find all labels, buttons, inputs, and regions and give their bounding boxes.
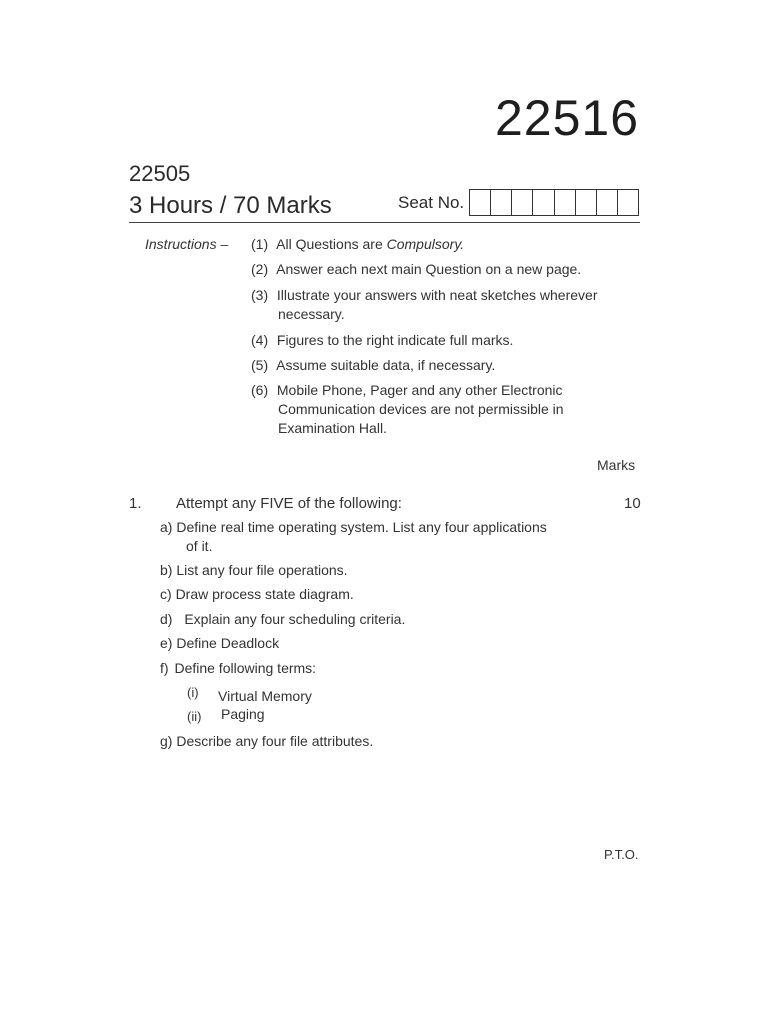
question-number: 1. [129, 495, 142, 512]
instruction-item [251, 331, 513, 350]
part-text: Explain any four scheduling criteria. [184, 611, 406, 627]
instruction-text: Answer each next main Question on a new page. [276, 261, 582, 277]
instruction-item [251, 235, 464, 254]
instruction-text: All Questions are [276, 236, 387, 252]
seat-digit-box [555, 190, 576, 215]
question-part-b [160, 561, 348, 580]
instruction-item [251, 381, 581, 438]
instruction-number: (1) [251, 236, 269, 252]
part-label: g) [160, 733, 173, 749]
instruction-continuation: necessary. [278, 306, 345, 322]
instruction-text: Figures to the right indicate full marks. [276, 332, 514, 348]
question-part-e [160, 634, 279, 653]
duration-marks: 3 Hours / 70 Marks [129, 192, 332, 219]
instructions-label: Instructions – [145, 236, 229, 252]
instruction-item [251, 260, 581, 279]
page-turn-over: P.T.O. [604, 847, 639, 862]
paper-code: 22516 [495, 90, 640, 146]
instruction-text: Mobile Phone, Pager and any other Electronic [276, 382, 563, 398]
seat-digit-box [491, 190, 512, 215]
part-text: Define following terms: [174, 660, 317, 676]
seat-digit-box [470, 190, 491, 215]
instruction-continuation: Communication devices are not permissible in Examination Hall. [278, 401, 564, 436]
part-text: Draw process state diagram. [175, 586, 354, 602]
seat-number-label: Seat No. [398, 193, 465, 212]
instruction-item [251, 286, 597, 324]
part-text: Define Deadlock [176, 635, 280, 651]
instruction-number: (4) [251, 332, 269, 348]
term-index: (ii) [187, 709, 202, 724]
question-title: Attempt any FIVE of the following: [176, 495, 402, 512]
part-label: c) [160, 586, 172, 602]
instruction-number: (2) [251, 261, 269, 277]
part-label: e) [160, 635, 173, 651]
seat-digit-box [597, 190, 618, 215]
seat-digit-box [576, 190, 597, 215]
seat-digit-box [533, 190, 554, 215]
part-continuation: of it. [186, 538, 213, 554]
term-text: Paging [221, 706, 265, 722]
question-part-f [160, 659, 316, 678]
instruction-text: Illustrate your answers with neat sketches wherever [276, 287, 598, 303]
part-text: Define real time operating system. List any four applications [176, 519, 547, 535]
term-text: Virtual Memory [218, 688, 312, 704]
seat-digit-box [618, 190, 638, 215]
part-label: a) [160, 519, 173, 535]
question-part-a [160, 518, 547, 556]
part-text: Describe any four file attributes. [176, 733, 374, 749]
instruction-emphasis: Compulsory. [386, 236, 465, 252]
part-label: b) [160, 562, 173, 578]
instruction-number: (5) [251, 357, 269, 373]
instruction-item [251, 356, 495, 375]
question-part-c [160, 585, 354, 604]
part-text: List any four file operations. [176, 562, 348, 578]
question-part-g [160, 732, 373, 751]
header-divider [129, 222, 640, 223]
seat-number-boxes [469, 189, 639, 216]
part-label: f) [160, 660, 169, 676]
term-index: (i) [187, 685, 199, 700]
seat-digit-box [512, 190, 533, 215]
instruction-number: (3) [251, 287, 269, 303]
instruction-number: (6) [251, 382, 269, 398]
question-part-d [160, 610, 405, 629]
part-label: d) [160, 611, 173, 627]
instruction-text: Assume suitable data, if necessary. [276, 357, 496, 373]
marks-column-header: Marks [597, 457, 636, 473]
question-marks: 10 [624, 495, 641, 512]
subject-code: 22505 [129, 161, 191, 186]
